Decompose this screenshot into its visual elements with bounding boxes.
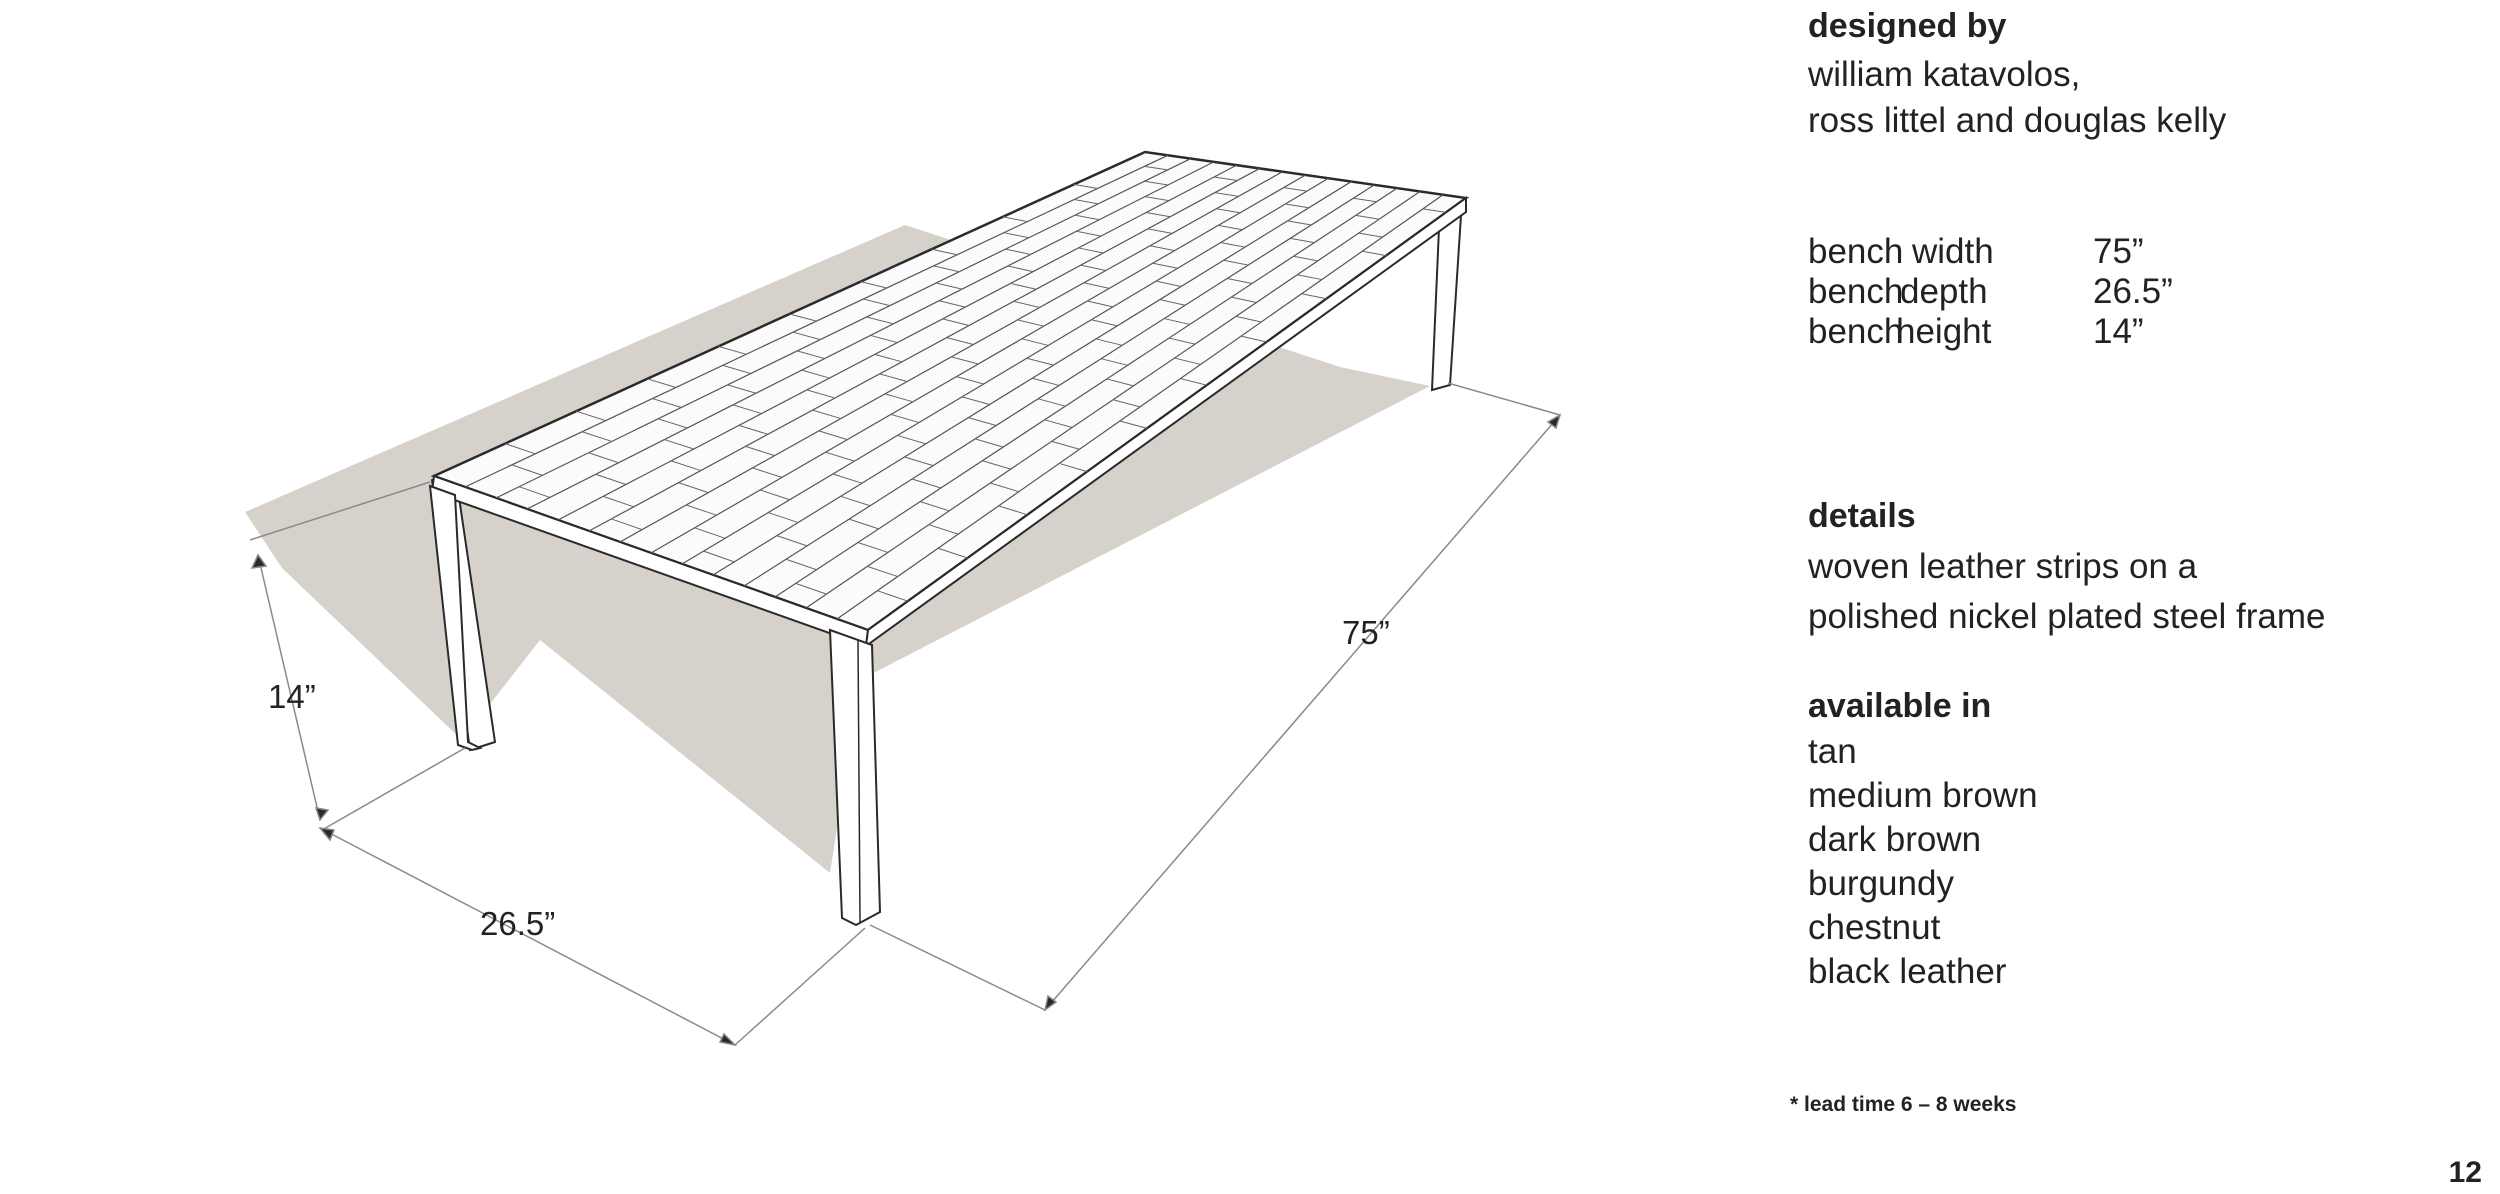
- spec-label: bench: [1808, 232, 1904, 271]
- color-option: burgundy: [1808, 864, 1954, 903]
- designed-by-heading: designed by: [1808, 7, 2007, 45]
- spec-dimension: width: [1912, 232, 1994, 271]
- details-heading: details: [1808, 497, 1916, 535]
- lead-time-note: * lead time 6 – 8 weeks: [1790, 1093, 2017, 1116]
- spec-value: 14”: [2093, 312, 2144, 351]
- spec-dimension: height: [1896, 312, 1992, 351]
- designer-line: william katavolos,: [1808, 55, 2081, 94]
- dimensions-spec-table: [1808, 232, 2173, 352]
- spec-value: 75”: [2093, 232, 2144, 271]
- spec-value: 26.5”: [2093, 272, 2173, 311]
- designers-list: [1808, 52, 2226, 144]
- color-option: tan: [1808, 732, 1857, 771]
- spec-row-depth: [1808, 272, 2173, 312]
- color-option: medium brown: [1808, 776, 2038, 815]
- width-dimension-label: 75”: [1342, 614, 1390, 651]
- spec-row-width: [1808, 232, 2173, 272]
- spec-label: bench: [1808, 312, 1904, 351]
- details-text: [1808, 542, 2326, 642]
- available-in-heading: available in: [1808, 687, 1992, 725]
- front-right-leg: [830, 630, 880, 925]
- height-dimension-label: 14”: [268, 678, 316, 715]
- color-option: chestnut: [1808, 908, 1941, 947]
- available-colors-list: [1808, 730, 2038, 994]
- details-line: polished nickel plated steel frame: [1808, 597, 2326, 636]
- page-number: 12: [2448, 1156, 2482, 1189]
- spec-label: bench: [1808, 272, 1904, 311]
- spec-row-height: [1808, 312, 2173, 352]
- details-line: woven leather strips on a: [1808, 547, 2198, 586]
- designer-line: ross littel and douglas kelly: [1808, 101, 2227, 140]
- spec-dimension: depth: [1900, 272, 1988, 311]
- color-option: black leather: [1808, 952, 2007, 991]
- color-option: dark brown: [1808, 820, 1982, 859]
- depth-dimension-label: 26.5”: [480, 905, 556, 942]
